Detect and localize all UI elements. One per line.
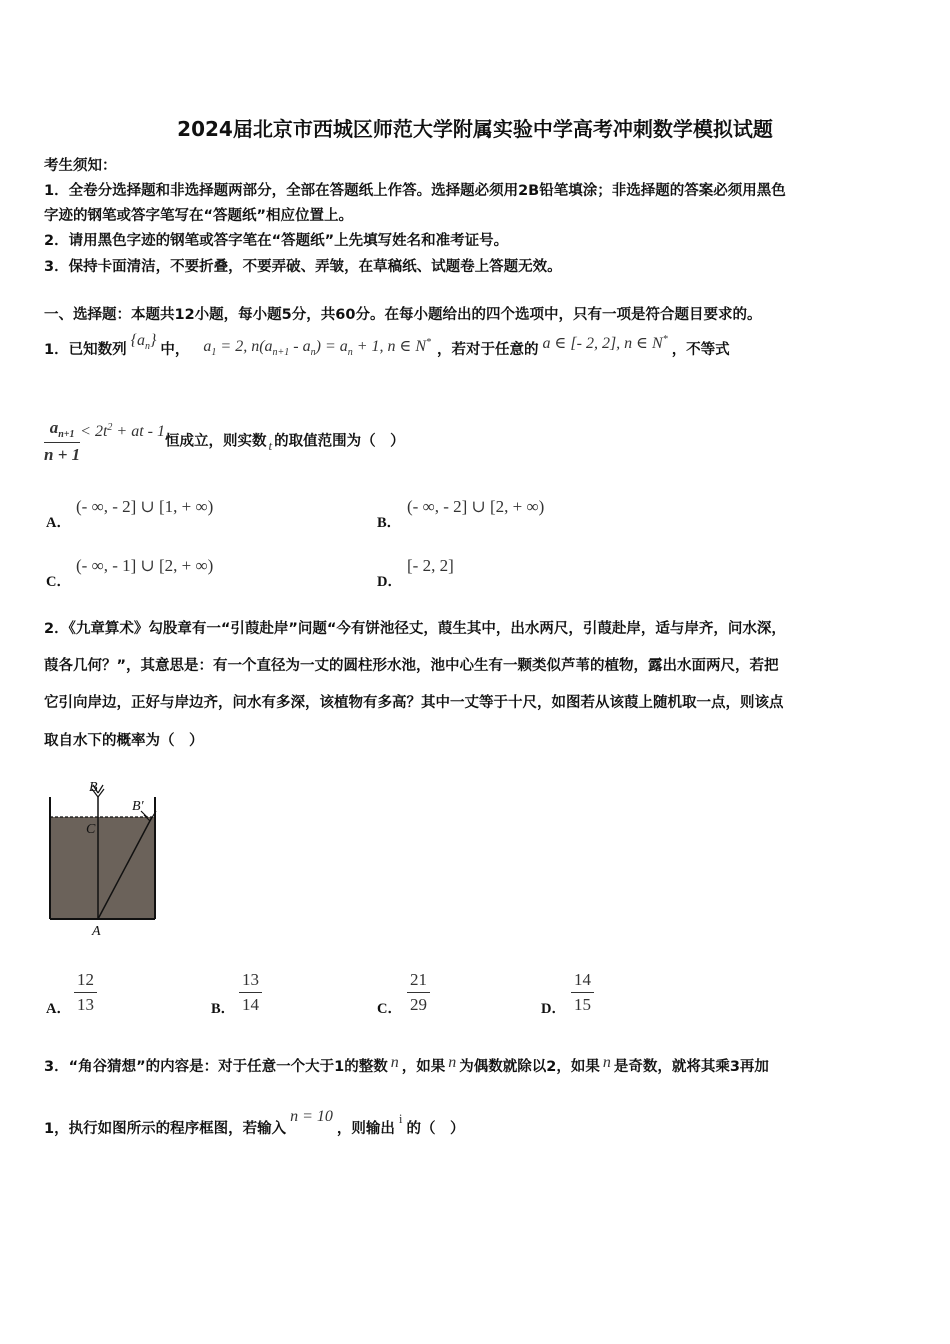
- label-a: A: [92, 924, 101, 939]
- water-body: [50, 817, 155, 919]
- q3-part-4: 是奇数，就将其乘3再加: [613, 1059, 769, 1075]
- q1-option-d-label[interactable]: D．: [377, 574, 402, 590]
- q1-inequality-line: [44, 418, 405, 465]
- q2-line-3: 它引向岸边，正好与岸边齐，问水有多深，该植物有多高？其中一丈等于十尺，如图若从该葭上随机取一点，则该点: [44, 695, 784, 711]
- q2-option-d[interactable]: $\frac{14}{15}$: [571, 970, 594, 1015]
- label-b: B: [89, 780, 98, 795]
- q1-option-a-label[interactable]: A．: [46, 515, 71, 531]
- q1-inequality-rhs: < $2t^2$ + at - 1: [80, 421, 165, 440]
- q1-option-c-label[interactable]: C．: [46, 574, 71, 590]
- q3-input: n = 10: [290, 1108, 333, 1125]
- q1-prefix: 1．已知数列: [44, 342, 127, 358]
- q3-var-n-1: n: [390, 1054, 399, 1071]
- q1-var-t: t: [268, 437, 273, 453]
- q2-line-2: 葭各几何？”，其意思是：有一个直径为一丈的圆柱形水池，池中心生有一颗类似芦苇的植物，露出水面两尺，若把: [44, 658, 779, 674]
- q1-option-b[interactable]: (- ∞, - 2] ∪ [2, + ∞): [407, 497, 545, 516]
- q3-output-var: i: [398, 1111, 403, 1126]
- q2-line-4: 取自水下的概率为（ ）: [44, 733, 204, 749]
- q3-part-6: ，则输出: [336, 1121, 395, 1137]
- q2-option-c[interactable]: $\frac{21}{29}$: [407, 970, 430, 1015]
- label-c: C: [86, 822, 96, 837]
- q3-part-2: ，如果: [401, 1059, 446, 1075]
- notice-line-2: 2．请用黑色字迹的钢笔或答字笔在“答题纸”上先填写姓名和准考证号。: [44, 233, 509, 249]
- reed-pond-figure: [40, 775, 170, 940]
- section-heading: 一、选择题：本题共12小题，每小题5分，共60分。在每小题给出的四个选项中，只有一项是符合题目要求的。: [44, 307, 762, 323]
- q2-option-a[interactable]: $\frac{12}{13}$: [74, 970, 97, 1015]
- q2-option-d-label[interactable]: D．: [541, 1001, 566, 1017]
- q3-line-2: [44, 1108, 465, 1138]
- q1-mid-1: 中，: [160, 342, 190, 358]
- q1-recurrence: $a_1 = 2$, $n(a_{n+1} - a_n) = a_n + 1$, n ∈ N*: [203, 337, 432, 358]
- q3-line-1: [44, 1055, 769, 1076]
- q1-tail-2: 的取值范围为（ ）: [274, 433, 405, 450]
- q2-line-1: 2．《九章算术》勾股章有一“引葭赴岸”问题“今有饼池径丈，葭生其中，出水两尺，引葭赴岸，适与岸齐，问水深，: [44, 621, 786, 637]
- q3-part-5: 1，执行如图所示的程序框图，若输入: [44, 1121, 287, 1137]
- q1-option-b-label[interactable]: B．: [377, 515, 402, 531]
- q1-option-d[interactable]: [- 2, 2]: [407, 556, 454, 575]
- page-title: 2024届北京市西城区师范大学附属实验中学高考冲刺数学模拟试题: [177, 117, 773, 141]
- q2-option-a-label[interactable]: A．: [46, 1001, 71, 1017]
- notice-line-1a: 1．全卷分选择题和非选择题两部分，全部在答题纸上作答。选择题必须用2B铅笔填涂；非选择题的答案必须用黑色: [44, 183, 786, 199]
- notice-line-3: 3．保持卡面清洁，不要折叠，不要弄破、弄皱，在草稿纸、试题卷上答题无效。: [44, 259, 562, 275]
- q1-mid-2: ，若对于任意的: [437, 342, 539, 358]
- label-b-prime: B′: [132, 799, 144, 814]
- q1-line: [44, 332, 730, 361]
- q3-part-7: 的（ ）: [406, 1121, 465, 1137]
- q1-tail-1: 恒成立，则实数: [164, 433, 267, 450]
- q1-option-c[interactable]: (- ∞, - 1] ∪ [2, + ∞): [76, 556, 214, 575]
- q1-sequence: $\{a_n\}$: [130, 332, 157, 352]
- q2-option-b[interactable]: $\frac{13}{14}$: [239, 970, 262, 1015]
- notice-line-1b: 字迹的钢笔或答字笔写在“答题纸”相应位置上。: [44, 208, 354, 224]
- q1-inequality-fraction: $\frac{a_{n+1}}{n + 1}$: [44, 418, 81, 464]
- q3-var-n-3: n: [602, 1054, 611, 1071]
- q2-option-c-label[interactable]: C．: [377, 1001, 402, 1017]
- q1-mid-3: ，不等式: [671, 342, 730, 358]
- notice-heading: 考生须知：: [44, 158, 117, 174]
- q1-range: a ∈ [- 2, 2], n ∈ N*: [542, 334, 668, 352]
- q2-option-b-label[interactable]: B．: [211, 1001, 236, 1017]
- q1-option-a[interactable]: (- ∞, - 2] ∪ [1, + ∞): [76, 497, 214, 516]
- q3-part-3: 为偶数就除以2，如果: [459, 1059, 600, 1075]
- q3-var-n-2: n: [448, 1054, 457, 1071]
- q3-part-1: 3．“角谷猜想”的内容是：对于任意一个大于1的整数: [44, 1059, 388, 1075]
